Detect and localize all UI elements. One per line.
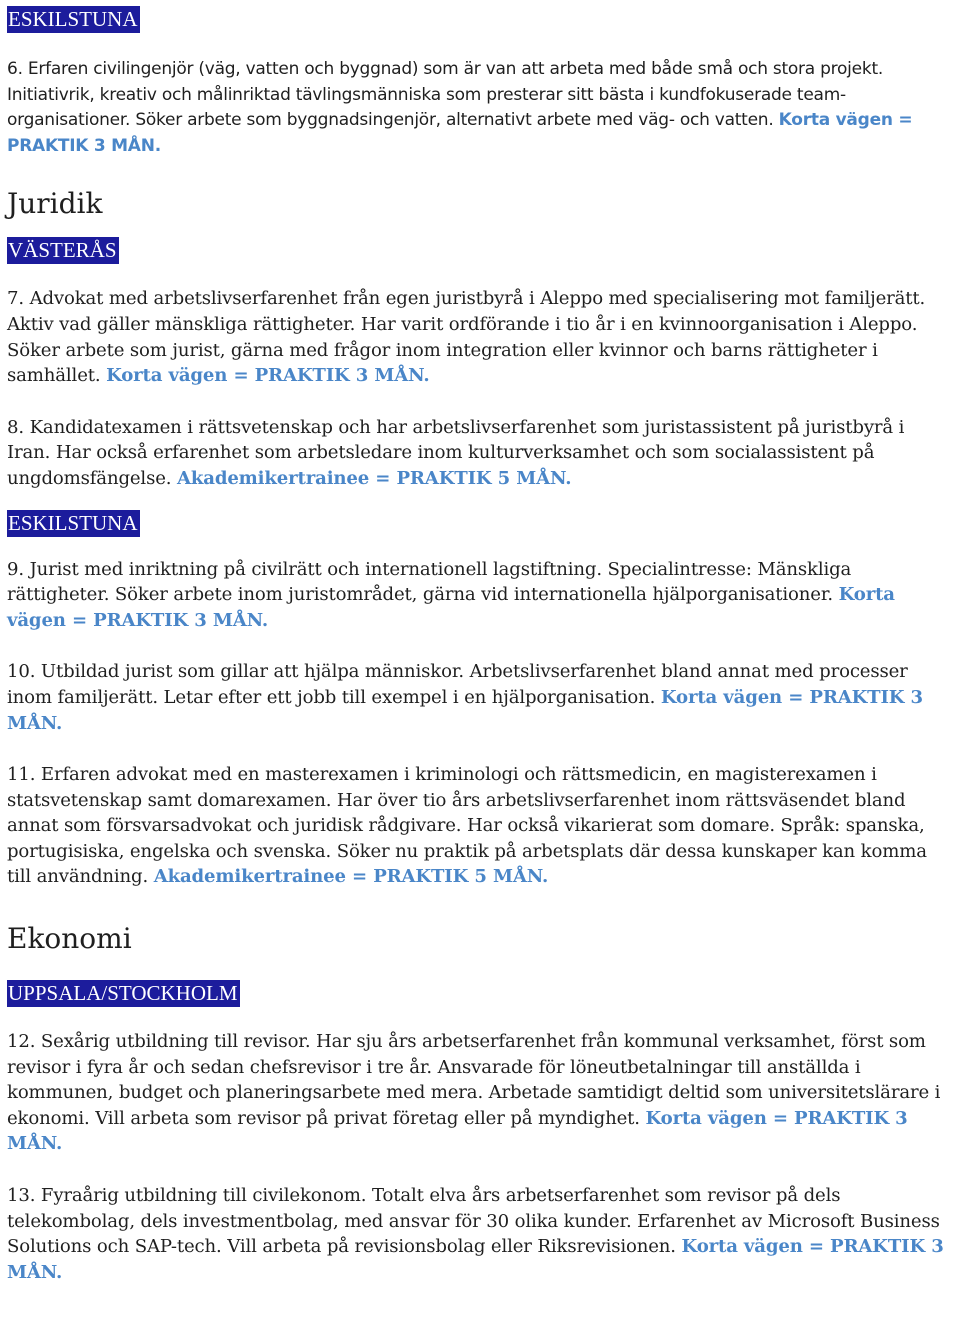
program-tag: Korta vägen = PRAKTIK 3 MÅN. — [7, 584, 895, 631]
program-tag: Korta vägen = PRAKTIK 3 MÅN. — [7, 686, 923, 734]
program-tag: Akademikertrainee = PRAKTIK 5 MÅN. — [176, 467, 572, 489]
profile-text: 8. Kandidatexamen i rättsvetenskap och har arbetslivserfarenhet som juristassistent på juristbyrå i Iran. Har också erfarenhet som arbetsledare inom kulturverksamhet och som socialassistent på ungdomsfängelse. — [7, 416, 905, 489]
profile-text: 10. Utbildad jurist som gillar att hjälpa människor. Arbetslivserfarenhet bland annat med processer inom familjerätt. Letar efter ett jobb till exempel i en hjälporganisation. — [7, 661, 908, 708]
profile-text: 12. Sexårig utbildning till revisor. Har sju års arbetserfarenhet från kommunal verksamhet, först som revisor i fyra år och sedan chefsrevisor i tre år. Ansvarade för löneutbetalningar till anställda i kommunen, budget och planeringsarbete med mera. Arbetade samtidigt deltid som universitetslärare i ekonomi. Vill arbeta som revisor på privat företag eller på myndighet. — [7, 1031, 941, 1129]
profile-item-13 — [7, 1183, 957, 1285]
city-label-vasteras: VÄSTERÅS — [8, 238, 117, 263]
profile-text: 11. Erfaren advokat med en masterexamen i kriminologi och rättsmedicin, en magisterexamen i statsvetenskap samt domarexamen. Har över tio års arbetslivserfarenhet inom rättsväsendet bland annat som försvarsadvokat och juridisk rådgivare. Har också vikarierat som domare. Språk: spanska, portugisiska, engelska och svenska. Söker nu praktik på arbetsplats där dessa kunskaper kan komma till användning. — [7, 764, 927, 888]
section-heading-ekonomi: Ekonomi — [7, 922, 132, 956]
city-label-eskilstuna-top: ESKILSTUNA — [8, 7, 138, 31]
profile-item-10 — [7, 659, 937, 736]
profile-text: 7. Advokat med arbetslivserfarenhet från egen juristbyrå i Aleppo med specialisering mot familjerätt. Aktiv vad gäller mänskliga rättigheter. Har varit ordförande i tio år i en kvinnoorganisation i Aleppo. Söker arbete som jurist, gärna med frågor inom integration eller kvinnor och barns rättigheter i samhället. — [7, 288, 926, 387]
city-label-uppsala-stockholm: UPPSALA/STOCKHOLM — [8, 981, 238, 1006]
program-tag: Korta vägen = PRAKTIK 3 MÅN. — [7, 1236, 944, 1283]
profile-item-11 — [7, 762, 953, 890]
profile-text: 6. Erfaren civilingenjör (väg, vatten och byggnad) som är van att arbeta med både små och stora projekt. Initiativrik, kreativ och målinriktad tävlingsmänniska som presterar sitt bästa i kundfokuserade team-organisationer. Söker arbete som byggnadsingenjör, alternativt arbete med väg- och vatten. — [7, 59, 884, 131]
city-label-eskilstuna: ESKILSTUNA — [8, 510, 138, 535]
program-tag: Akademikertrainee = PRAKTIK 5 MÅN. — [153, 866, 549, 888]
program-tag: Korta vägen = PRAKTIK 3 MÅN. — [7, 1107, 908, 1155]
section-heading-juridik: Juridik — [7, 187, 103, 221]
profile-item-9 — [7, 557, 937, 634]
profile-item-7 — [7, 286, 953, 388]
program-tag: Korta vägen = PRAKTIK 3 MÅN. — [106, 365, 430, 387]
profile-item-6 — [7, 57, 953, 159]
profile-text: 9. Jurist med inriktning på civilrätt och internationell lagstiftning. Specialintresse: Mänskliga rättigheter. Söker arbete inom juristområdet, gärna vid internationella hjälporganisationer. — [7, 558, 852, 606]
profile-text: 13. Fyraårig utbildning till civilekonom. Totalt elva års arbetserfarenhet som revisor på dels telekombolag, dels investmentbolag, med ansvar för 30 olika kunder. Erfarenhet av Microsoft Business Solutions och SAP-tech. Vill arbeta på revisionsbolag eller Riksrevisionen. — [7, 1185, 940, 1258]
profile-item-8 — [7, 415, 953, 492]
profile-item-12 — [7, 1029, 947, 1157]
program-tag: Korta vägen = PRAKTIK 3 MÅN. — [7, 110, 913, 156]
